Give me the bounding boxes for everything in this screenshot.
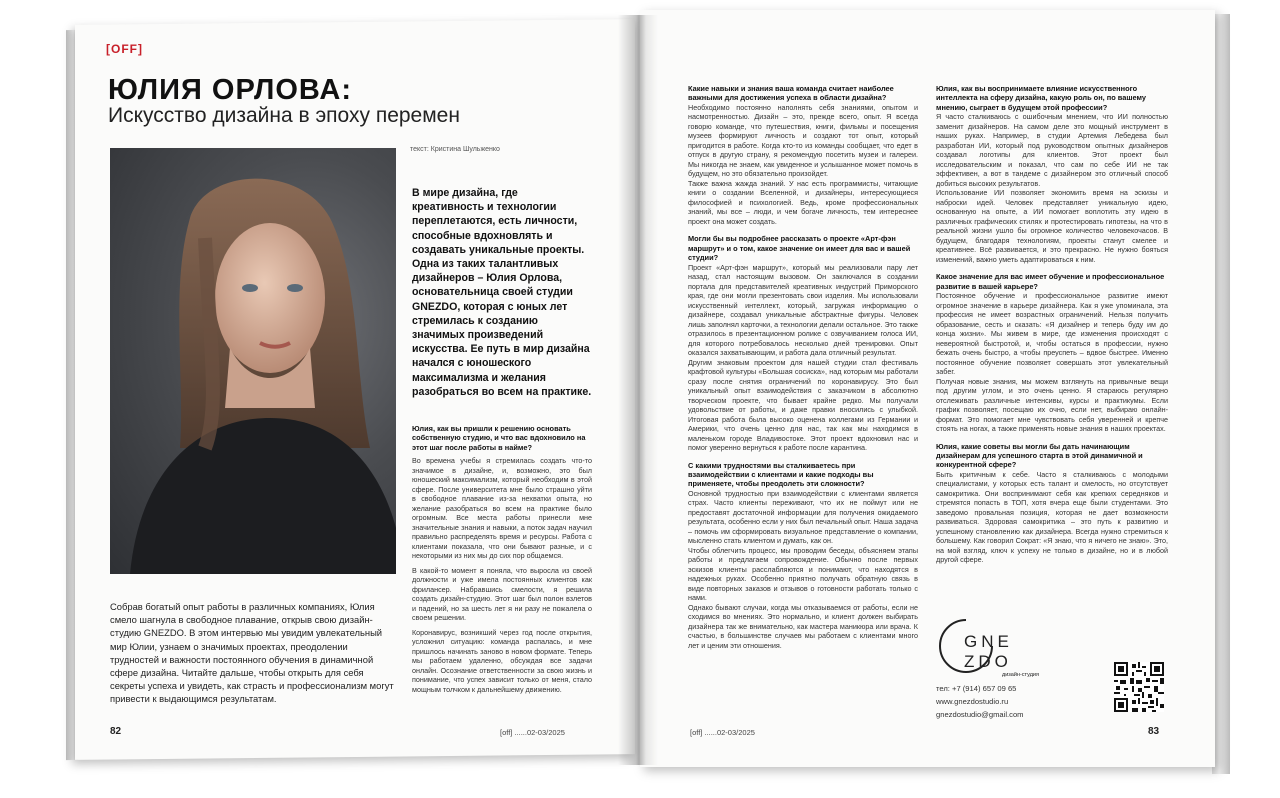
contact-site: www.gnezdostudio.ru (936, 697, 1009, 706)
qr-code (1114, 662, 1164, 712)
answer-4: Основной трудностью при взаимодействии с клиентами является страх. Часто клиенты переживают, что их не поймут или не предоставят достаточной информации для получения ожидаемого результата, особенно если у них был печальный опыт. Наша задача – помочь им сформировать визуальное представление о компании, мысленно стать клиентом и думать, как он. (688, 488, 918, 546)
contact-phone: тел: +7 (914) 657 09 65 (936, 684, 1017, 693)
question-1: Юлия, как вы пришли к решению основать собственную студию, и что вас вдохновило на этот шаг после работы в найме? (412, 424, 586, 452)
answer-2-cont: Также важна жажда знаний. У нас есть программисты, читающие книги о создании Вселенной, и дизайнеры, интересующиеся философией и психологией. Ведь, кроме профессиональных знаний, мы все – люди, и чем богаче личность, тем интереснее проект она может создать. (688, 178, 918, 226)
question-6: Какое значение для вас имеет обучение и профессиональное развитие в вашей карьере? (936, 272, 1165, 291)
byline: текст: Кристина Шульженко (410, 146, 500, 153)
left-page-number: 82 (110, 726, 122, 737)
answer-1: Во времена учебы я стремилась создать что-то значимое в дизайне, и, возможно, это был юношеский максимализм, который необходим в этой сфере. После университета мне было страшно уйти в свободное плавание из-за нехватки опыта, но желание разобраться во всем на практике было огромным. Все места работы принесли мне значительные знания и навыки, а поток задач научил правильно распределять время и ресурсы. Работа с клиентами показала, что они бывают разные, и с некоторыми из них мы до сих пор общаемся. (412, 456, 592, 561)
question-7: Юлия, какие советы вы могли бы дать начинающим дизайнерам для успешного старта в этой динамичной и конкурентной сфере? (936, 441, 1143, 470)
question-2: Какие навыки и знания ваша команда считает наиболее важными для достижения успеха в области дизайна? (688, 84, 894, 103)
right-issue: [off] ......02-03/2025 (690, 728, 755, 737)
middle-column (688, 84, 918, 650)
answer-5: Я часто сталкиваюсь с ошибочным мнением, что ИИ полностью заменит дизайнеров. На самом деле это мощный инструмент в наших руках. Например, в студии Артемия Лебедева был разработан ИИ, который под руководством опытных дизайнеров создавал логотипы для клиентов. Этот проект был исследовательским и показал, что сам по себе ИИ не так эффективен, а вот в тандеме с дизайнером это отличный способ добиться высоких результатов. (936, 112, 1168, 188)
answer-1-cont-2: Коронавирус, возникший через год после открытия, усложнил ситуацию: команда распалась, и мне пришлось начинать заново в новом формате. Теперь мы работаем удаленно, обсуждая все задачи онлайн. Осознание ответственности за свою жизнь и понимание, что успех зависит только от меня, стало мощным толчком к дальнейшему движению. (412, 627, 592, 694)
gnezdo-logo (936, 616, 1056, 676)
spine-shadow (618, 15, 658, 765)
logo-line-1: GNE (964, 632, 1013, 651)
question-5: Юлия, как вы воспринимаете влияние искусственного интеллекта на сферу дизайна, какую роль он, по вашему мнению, сыграет в будущем этой профессии? (936, 84, 1147, 112)
answer-5-cont: Использование ИИ позволяет экономить время на эскизы и наброски идей. Человек представляет уникальную идею, основанную на опыте, а ИИ помогает воплотить эту идею в различных графических стилях и протестировать гипотезы, на что в реальной жизни ушло бы огромное количество человекочасов. В будущем, благодаря технологиям, проекты станут смелее и креативнее. Всё развивается, и это прекрасно. Не нужно бояться изменений, важно уметь адаптироваться к ним. (936, 188, 1168, 264)
left-issue: [off] ......02-03/2025 (500, 728, 565, 737)
answer-6: Постоянное обучение и профессиональное развитие имеют огромное значение в карьере дизайнера. Как я уже упоминала, эта профессия не имеет возрастных ограничений. Нельзя получить образование, сесть и сказать: «Я дизайнер и теперь буду им до конца жизни». Мы живем в мире, где изменения происходят с невероятной быстротой, и, чтобы остаться в профессии, нужно бежать очень быстро, а чтобы преуспеть – вдвое быстрее. Именно постоянное обучение позволяет совершать этот увлекательный забег. (936, 291, 1168, 377)
qr-code-icon (1114, 662, 1164, 712)
section-tag: [OFF] (106, 42, 143, 56)
intro-paragraph: Собрав богатый опыт работы в различных компаниях, Юлия смело шагнула в свободное плавание, открыв свою дизайн-студию GNEZDO. В этом интервью мы увидим увлекательный мир Юлии, узнаем о значимых проектах, преодолении трудностей и важности постоянного обучения в динамичной сфере дизайна. Читайте дальше, чтобы открыть для себя секреты успеха и увидеть, как страсть и профессионализм могут привести к выдающимся результатам. (110, 601, 394, 705)
right-column (936, 84, 1168, 565)
answer-3: Проект «Арт-фэн маршрут», который мы реализовали пару лет назад, стал настоящим вызовом. Он заключался в создании портала для представителей креативных индустрий Приморского края, где они могли презентовать свои изделия. Мы использовали искусственный интеллект, который, загружая информацию о дизайнере, создавал уникальные абстрактные фигуры. Человек лишь заполнял карточки, а технологии делали остальное. Это также отразилось в презентационном ролике с озвучиванием голоса ИИ, для которого потребовалось несколько дней тренировки. Опыт оказался захватывающим, и работа дала отличный результат. (688, 262, 919, 358)
right-page-number: 83 (1148, 726, 1160, 737)
answer-3-cont: Другим знаковым проектом для нашей студии стал фестиваль крафтовой культуры «Большая сосиска», над которым мы работали сразу после снятия ограничений по коронавирусу. Это был уникальный опыт взаимодействия с заказчиком в абсолютно творческом проекте, что бывает крайне редко. Мы получали удовольствие от работы, и даже правки вносились с улыбкой. Итоговая работа была высоко оценена коллегами из Германии и Америки, что очень ценно для нас, так как мы находимся в маленьком городе Владивостоке. Этот проект вдохновил нас и помог уверенно вернуться к работе после карантина. (688, 357, 918, 453)
question-4: С какими трудностями вы сталкиваетесь при взаимодействии с клиентами и какие подходы вы применяете, чтобы преодолеть эти сложности? (688, 460, 874, 489)
answer-2: Необходимо постоянно наполнять себя знаниями, опытом и насмотренностью. Дизайн – это, прежде всего, опыт. Я всегда говорю команде, что путешествия, книги, фильмы и посещения музеев формируют личность и создают тот опыт, который пригодится в работе. Когда кто-то из команды сообщает, что едет в отпуск в другую страну, я рекомендую посетить музеи и галереи. Мы никогда не знаем, как увиденное и услышанное может помочь в будущем, но это обязательно произойдет. (688, 102, 918, 179)
question-3: Могли бы вы подробнее рассказать о проекте «Арт-фэн маршрут» и о том, какое значение он имеет для вас и вашей студии? (688, 234, 911, 263)
article-subtitle: Искусство дизайна в эпоху перемен (108, 104, 460, 127)
logo-line-2: ZDO (964, 652, 1012, 671)
answer-7: Быть критичным к себе. Часто я сталкиваюсь с молодыми специалистами, у которых есть талант и смелость, но отсутствует самокритика. Они воспринимают себя как крепких середняков и стремятся попасть в ТОП, хотя вчера еще были студентами. Это заведомо провальная позиция, которая не дает возможности развиваться. Здоровая самокритика – это путь к развитию и успешному становлению как дизайнера. Всегда нужно стремиться к большему. Как говорил Сократ: «Я знаю, что я ничего не знаю». Это, на мой взгляд, ключ к успеху не только в дизайне, но и в любой другой сфере. (936, 469, 1168, 565)
logo-tagline: дизайн-студия (1002, 672, 1039, 678)
article-title: ЮЛИЯ ОРЛОВА: (108, 74, 352, 106)
answer-1-cont: В какой-то момент я поняла, что выросла из своей должности и уже имела постоянных клиентов как фрилансер. Набравшись смелости, я решила создать дизайн-студию. Этот шаг был полон взлетов и падений, но за шесть лет я ни разу не пожалела о своем решении. (412, 565, 592, 623)
portrait-photo (110, 148, 396, 574)
answer-4-cont: Чтобы облегчить процесс, мы проводим беседы, объясняем этапы работы и предлагаем сопровождение. Обычно после первых эскизов клиенты расслабляются и понимают, что находятся в надежных руках. Особенно приятно получать обратную связь в виде повторных заказов и отзывов о готовности работать только с нами. (688, 545, 918, 603)
left-column (412, 424, 592, 694)
lead-paragraph: В мире дизайна, где креативность и технологии переплетаются, есть личности, способные вдохновлять и создавать уникальные проекты. Одна из таких талантливых дизайнеров – Юлия Орлова, основательница своей студии GNEZDO, которая с юных лет стремилась к созданию значимых произведений искусства. Ее путь в мир дизайна начался с юношеского максимализма и желания разобраться во всем на практике. (412, 187, 592, 398)
answer-4-cont-2: Однако бывают случаи, когда мы отказываемся от работы, если не сходимся во мнениях. Это нормально, и клиент должен выбирать дизайнера так же внимательно, как мастера маникюра или врача. К счастью, в большинстве случаев мы работаем с клиентами много лет и ценим эти отношения. (688, 602, 918, 650)
answer-6-cont: Получая новые знания, мы можем взглянуть на привычные вещи под другим углом, и это очень ценно. Я стараюсь регулярно отслеживать различные интенсивы, курсы и практикумы. Если график позволяет, посещаю их очно, если нет, выбираю онлайн-формат. Это помогает мне чувствовать себя уверенней и крепче стоять на ногах, а также применять новые знания в наших проектах. (936, 376, 1168, 434)
portrait-illustration (110, 148, 396, 574)
contact-email: gnezdostudio@gmail.com (936, 710, 1024, 719)
